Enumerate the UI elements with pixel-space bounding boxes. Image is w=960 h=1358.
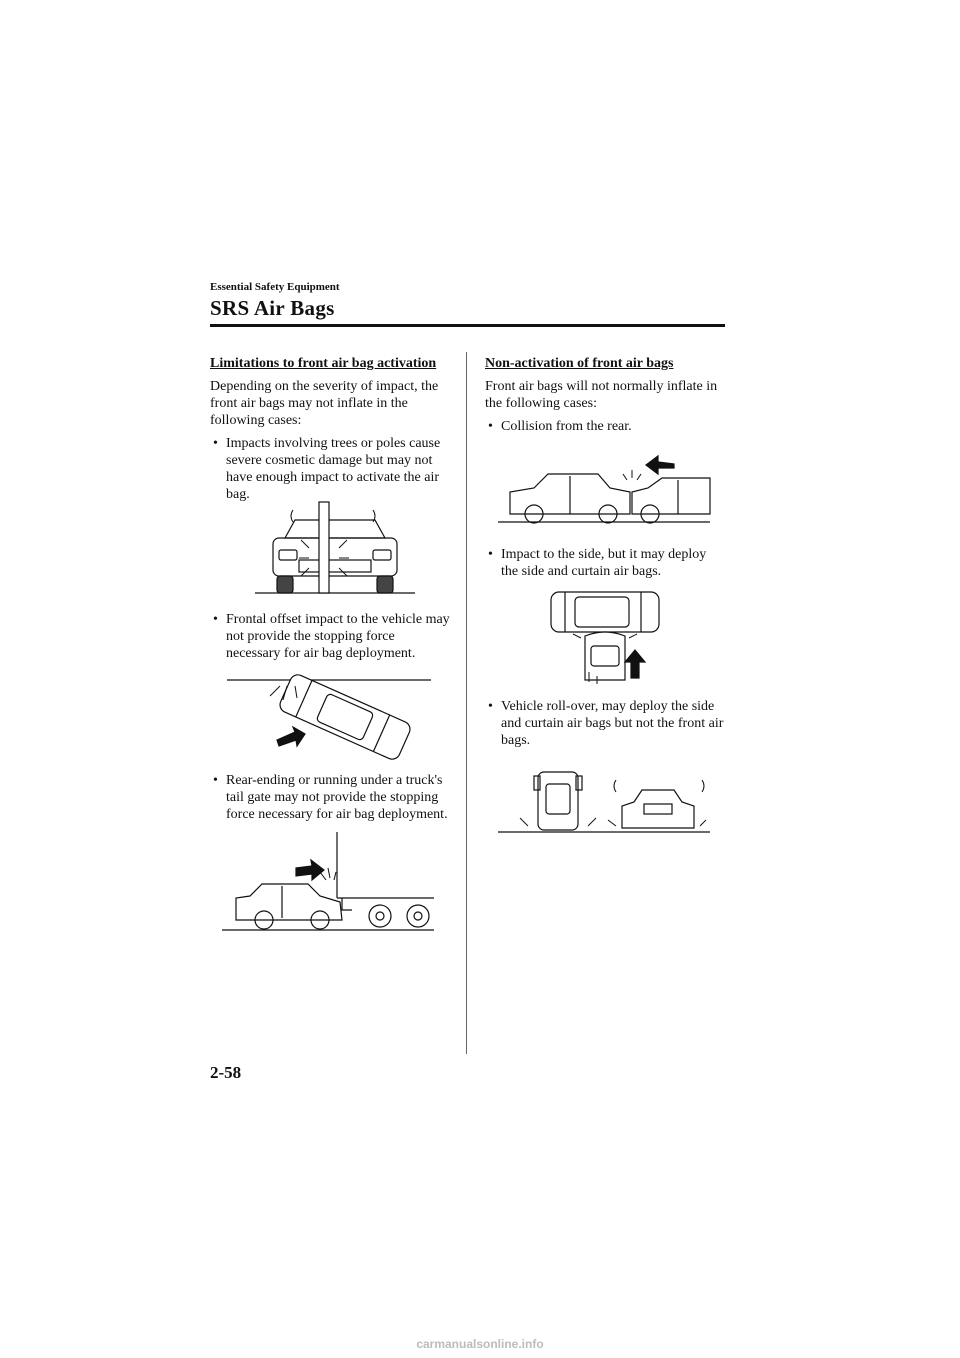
left-bullet-2-block (210, 611, 450, 662)
side-impact-illustration (545, 588, 665, 688)
left-bullet-3-block (210, 772, 455, 823)
title-rule (210, 324, 725, 327)
section-label: Essential Safety Equipment (210, 281, 340, 293)
right-bullet-2-block (485, 546, 725, 580)
left-column (210, 355, 450, 503)
right-column (485, 355, 725, 435)
bullet-dot: • (488, 419, 493, 434)
page-number: 2-58 (210, 1063, 242, 1082)
bullet-dot: • (488, 699, 493, 714)
right-heading: Non-activation of front air bags (485, 356, 674, 371)
right-bullet-2 (485, 546, 725, 580)
right-bullet-1 (485, 418, 725, 435)
offset-impact-illustration (225, 672, 435, 762)
pole-impact-illustration (255, 500, 415, 600)
right-bullet-3-block (485, 698, 725, 749)
rollover-illustration (498, 766, 713, 836)
right-intro: Front air bags will not normally inflate in the following cases: (485, 379, 718, 411)
column-divider (466, 352, 467, 1054)
left-bullet-1 (210, 435, 450, 503)
watermark: carmanualsonline.info (416, 1337, 544, 1351)
page-title: SRS Air Bags (210, 296, 335, 320)
left-bullet-2 (210, 611, 450, 662)
truck-underride-illustration (222, 828, 437, 936)
bullet-dot: • (488, 547, 493, 562)
right-bullet-1-text: Collision from the rear. (501, 419, 632, 434)
bullet-dot: • (213, 436, 218, 451)
right-bullet-3 (485, 698, 725, 749)
left-bullet-3-text: Rear-ending or running under a truck's tail gate may not provide the stopping force necessary for air bag deployment. (226, 773, 448, 822)
left-bullet-1-text: Impacts involving trees or poles cause severe cosmetic damage but may not have enough impact to activate the air bag. (226, 436, 441, 502)
right-bullet-3-text: Vehicle roll-over, may deploy the side and curtain air bags but not the front air bags. (501, 699, 724, 748)
bullet-dot: • (213, 612, 218, 627)
left-bullet-2-text: Frontal offset impact to the vehicle may not provide the stopping force necessary for air bag deployment. (226, 612, 450, 661)
left-bullet-3 (210, 772, 455, 823)
right-bullet-2-text: Impact to the side, but it may deploy the side and curtain air bags. (501, 547, 707, 579)
left-intro: Depending on the severity of impact, the front air bags may not inflate in the following cases: (210, 379, 439, 428)
left-heading: Limitations to front air bag activation (210, 356, 437, 371)
bullet-dot: • (213, 773, 218, 788)
rear-collision-illustration (498, 448, 713, 528)
